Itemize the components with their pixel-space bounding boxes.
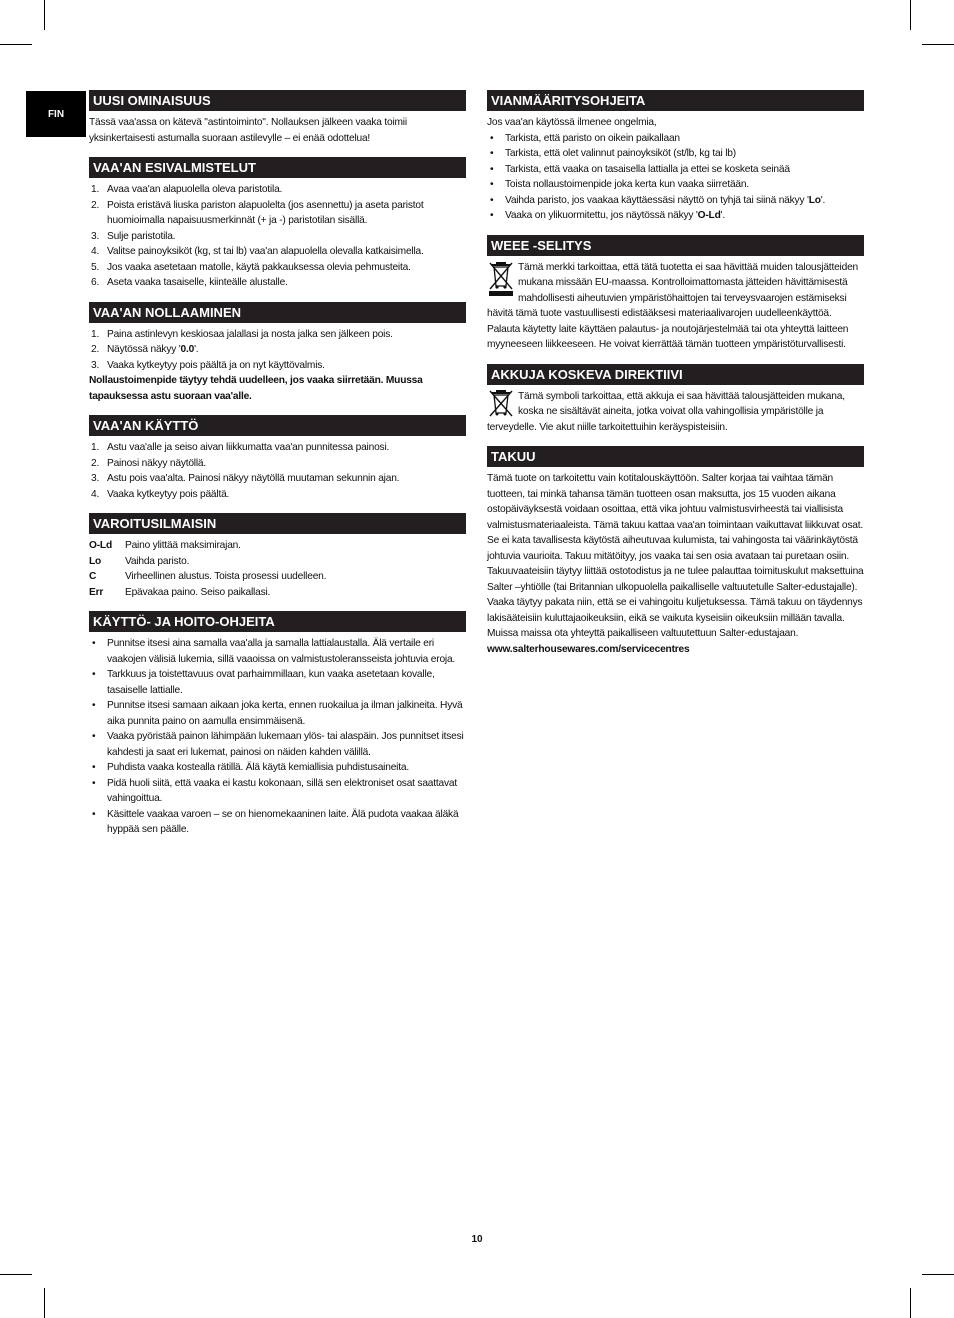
section-presets [89, 157, 466, 291]
crop-mark [910, 1288, 911, 1318]
section-heading: WEEE -SELITYS [487, 235, 864, 256]
crop-mark [922, 1274, 954, 1275]
section-battery [487, 364, 864, 436]
zeroing-note: Nollaustoimenpide täytyy tehdä uudelleen, jos vaaka siirretään. Muussa tapauksessa astu suoraan vaa'alle. [89, 375, 423, 402]
page-number: 10 [471, 1234, 483, 1245]
section-heading: VIANMÄÄRITYSOHJEITA [487, 90, 864, 111]
paragraph: Tämä merkki tarkoittaa, että tätä tuotetta ei saa hävittää muiden talousjätteiden mukana missään EU-maassa. Kontrolloimattomasta jätteiden hävittämisestä mahdollisesti aiheutuvien ympäristöhaittojen tai terveysvaarojen estämiseksi hävitä tämä tuote vastuullisesti edistääksesi materiaalivarojen uudelleenkäyttöä. Palauta käytetty laite käyttäen palautus- ja noutojärjestelmää tai ota yhteyttä laitteen myyneeseen liikkeeseen. He voivat kierrättää tämän tuotteen ympäristöturvallisesti. [487, 261, 858, 350]
section-zeroing [89, 302, 466, 405]
list-item: • Tarkista, että olet valinnut painoyksiköt (st/lb, kg tai lb) [490, 148, 736, 159]
list-item: • Vaaka pyöristää painon lähimpään lukemaan ylös- tai alaspäin. Jos punnitset itsesi kahdesti ja saat eri lukemat, painosi on näiden kahden välillä. [92, 731, 464, 758]
section-warranty [487, 446, 864, 657]
section-new-feature [89, 90, 466, 146]
section-heading: AKKUJA KOSKEVA DIREKTIIVI [487, 364, 864, 385]
list-item: • Tarkista, että vaaka on tasaisella lattialla ja ettei se kosketa seinää [490, 163, 790, 175]
service-centres-link[interactable]: www.salterhousewares.com/servicecentres [487, 643, 690, 655]
list-item: 4. Vaaka kytkeytyy pois päältä. [91, 488, 230, 500]
list-item: • Pidä huoli siitä, että vaaka ei kastu kokonaan, sillä sen elektroniset osat saattavat vahingoittua. [92, 777, 457, 804]
crop-mark [44, 0, 45, 30]
section-care [89, 611, 466, 838]
list-item: 3. Vaaka kytkeytyy pois päältä ja on nyt käyttövalmis. [91, 359, 325, 371]
paragraph: Jos vaa'an käytössä ilmenee ongelmia, [487, 117, 657, 128]
warning-row: Err Epävakaa paino. Seiso paikallasi. [89, 586, 271, 598]
crop-mark [922, 44, 954, 45]
section-usage [89, 415, 466, 502]
list-item: 3. Astu pois vaa'alta. Painosi näkyy näytöllä muutaman sekunnin ajan. [91, 473, 400, 484]
list-item: • Toista nollaustoimenpide joka kerta kun vaaka siirretään. [490, 179, 749, 190]
section-heading: KÄYTTÖ- JA HOITO-OHJEITA [89, 611, 466, 632]
list-item: 2. Painosi näkyy näytöllä. [91, 457, 207, 469]
list-item: 3. Sulje paristotila. [91, 230, 176, 242]
section-heading: VAA'AN KÄYTTÖ [89, 415, 466, 436]
language-tab: FIN [26, 91, 86, 137]
list-item: • Puhdista vaaka kostealla rätillä. Älä käytä kemiallisia puhdistusaineita. [92, 762, 409, 773]
list-item: • Punnitse itsesi samaan aikaan joka kerta, ennen ruokailua ja ilman jalkineita. Hyvä aika punnita paino on aamulla ensimmäisenä. [92, 700, 463, 727]
paragraph: Tässä vaa'assa on kätevä "astintoiminto". Nollauksen jälkeen vaaka toimii yksinkertaisesti astumalla suoraan astilevylle – ei enää odottelua! [89, 117, 407, 144]
section-heading: TAKUU [487, 446, 864, 467]
section-warnings [89, 513, 466, 600]
list-item: • Vaihda paristo, jos vaakaa käyttäessäsi näyttö on tyhjä tai siinä näkyy 'Lo'. [490, 194, 826, 206]
list-item: 2. Näytössä näkyy '0.0'. [91, 344, 199, 355]
paragraph: Tämä tuote on tarkoitettu vain kotitalouskäyttöön. Salter korjaa tai vaihtaa tämän tuotteen, tai minkä tahansa tämän tuotteen osan maksutta, jos 15 vuoden aikana ostopäiväyksestä voidaan osoittaa, että vika johtuu valmistusvirheestä tai viallisista valmistusmateriaaleista. Tämä takuu kattaa vaa'an toimintaan vaikuttavat liikkuvat osat. Se ei kata tavallisesta käytöstä aiheutuvaa kulumista, tai vahingosta tai väärinkäytöstä johtuvia vaurioita. Takuu mitätöityy, jos vaaka tai sen osia avataan tai puretaan osiin. Takuuvaateisiin täytyy liittää ostotodistus ja ne tulee palauttaa toimituskulut maksettuina Salter –yhtiölle (tai Britannian ulkopuolella paikalliselle valtuutetulle Salter-edustajalle). Vaaka täytyy pakata niin, että se ei vahingoitu kuljetuksessa. Tämä takuu on täydennys lakisääteisiin kuluttajaoikeuksiin, eikä se vaikuta kyseisiin oikeuksiin millään tavalla. Muissa maissa ota yhteyttä paikalliseen valtuutettuun Salter-edustajaan. [487, 473, 864, 639]
crossed-bin-icon [487, 260, 515, 296]
list-item: 2. Poista eristävä liuska pariston alapuolelta (jos asennettu) ja aseta paristot huomioimalla napaisuusmerkinnät (+ ja -) paristotilan sisällä. [91, 199, 424, 226]
list-item: 6. Aseta vaaka tasaiselle, kiinteälle alustalle. [91, 277, 288, 288]
warning-row: C Virheellinen alustus. Toista prosessi uudelleen. [89, 571, 327, 582]
list-item: 1. Avaa vaa'an alapuolella oleva paristotila. [91, 184, 283, 195]
list-item: • Vaaka on ylikuormitettu, jos näytössä näkyy 'O-Ld'. [490, 210, 725, 221]
list-item: • Tarkista, että paristo on oikein paikallaan [490, 132, 680, 144]
crop-mark [0, 1274, 32, 1275]
crop-mark [0, 44, 32, 45]
list-item: • Punnitse itsesi aina samalla vaa'alla ja samalla lattialaustalla. Älä vertaile eri vaakojen välisiä lukemia, sillä vaaoissa on valmistustoleransseista johtuvia eroja. [92, 638, 456, 665]
section-heading: VAROITUSILMAISIN [89, 513, 466, 534]
section-troubleshooting [487, 90, 864, 224]
list-item: • Käsittele vaakaa varoen – se on hienomekaaninen laite. Älä pudota vaakaa äläkä hyppää sen päälle. [92, 808, 459, 835]
warning-row: O-Ld Paino ylittää maksimirajan. [89, 540, 241, 551]
list-item: 4. Valitse painoyksiköt (kg, st tai lb) vaa'an alapuolella olevalla katkaisimella. [91, 246, 424, 257]
section-weee [487, 235, 864, 353]
left-column [89, 90, 466, 849]
crop-mark [44, 1288, 45, 1318]
list-item: 1. Paina astinlevyn keskiosaa jalallasi ja nosta jalka sen jälkeen pois. [91, 328, 393, 340]
section-heading: UUSI OMINAISUUS [89, 90, 466, 111]
crop-mark [910, 0, 911, 30]
right-column [487, 90, 864, 668]
list-item: 5. Jos vaaka asetetaan matolle, käytä pakkauksessa olevia pehmusteita. [91, 261, 411, 273]
section-heading: VAA'AN NOLLAAMINEN [89, 302, 466, 323]
paragraph: Tämä symboli tarkoittaa, että akkuja ei saa hävittää talousjätteiden mukana, koska ne sisältävät aineita, jotka voivat olla vahingollisia ympäristölle ja terveydelle. Vie akut niille tarkoitettuihin keräyspisteisiin. [487, 390, 845, 433]
crossed-bin-icon [487, 389, 515, 417]
section-heading: VAA'AN ESIVALMISTELUT [89, 157, 466, 178]
warning-row: Lo Vaihda paristo. [89, 555, 190, 567]
list-item: 1. Astu vaa'alle ja seiso aivan liikkumatta vaa'an punnitessa painosi. [91, 442, 390, 453]
list-item: • Tarkkuus ja toistettavuus ovat parhaimmillaan, kun vaaka asetetaan kovalle, tasaiselle lattialle. [92, 669, 435, 696]
